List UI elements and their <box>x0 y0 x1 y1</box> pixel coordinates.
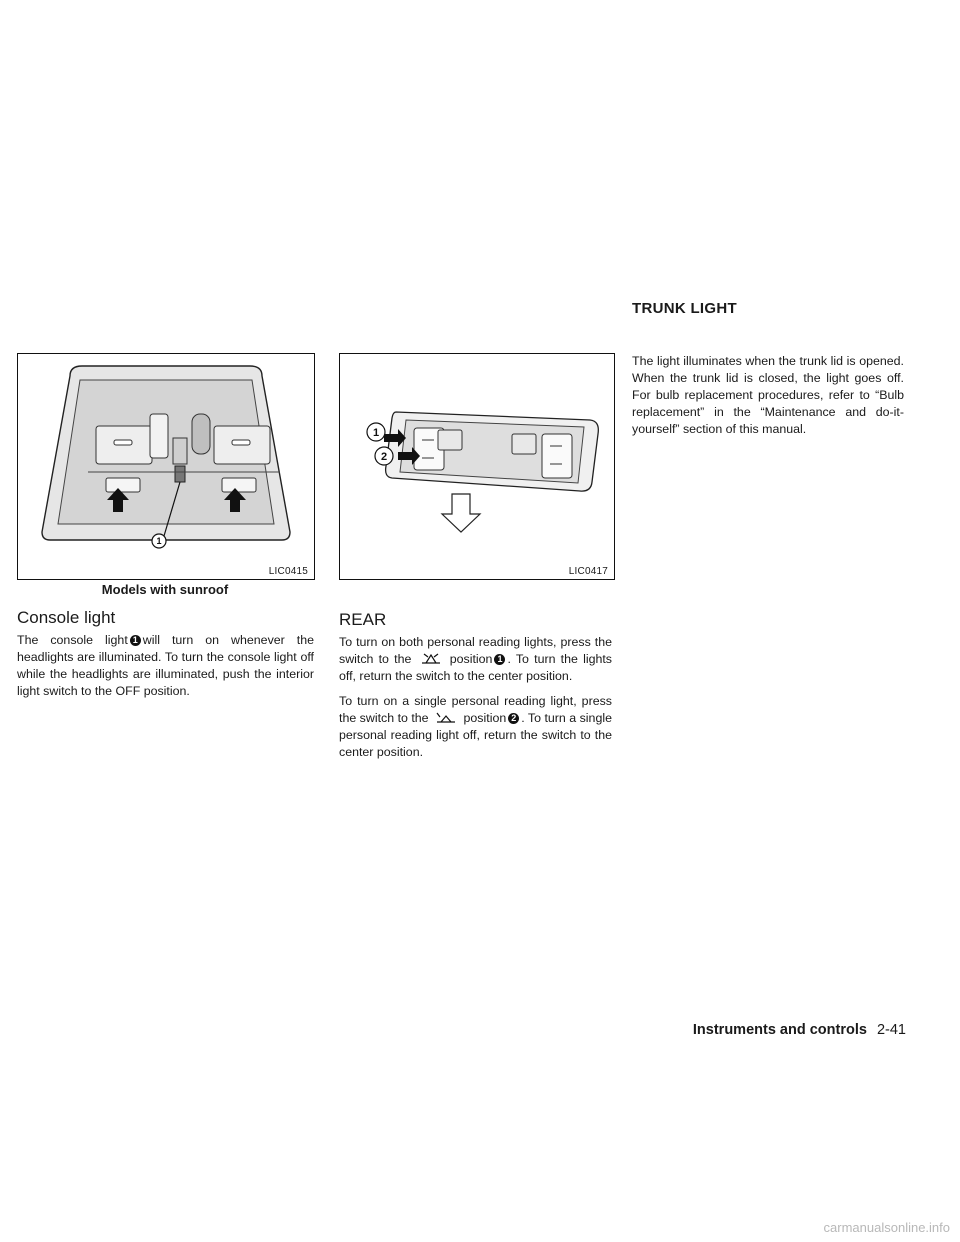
console-text <box>17 632 314 708</box>
callout-1-icon: 1 <box>130 635 141 646</box>
callout-2: 2 <box>380 451 388 463</box>
callout-1: 1 <box>372 427 380 439</box>
rear-heading: REAR <box>339 610 387 629</box>
callout-1-icon: 1 <box>494 654 505 665</box>
trunk-paragraph: The light illuminates when the trunk lid is opened. When the trunk lid is closed, the light goes off. For bulb replacement procedures, refer to “Bulb replacement” in the “Maintenance and do-it-yourself” section of this manual. <box>632 354 904 436</box>
svg-text:1: 1 <box>156 536 162 546</box>
rear-switch-illustration <box>340 354 614 579</box>
console-text-b: will turn on whenever the headlights are illuminated. To turn the console light off while the headlights are illuminated, push the interior light switch to the OFF position. <box>17 633 314 698</box>
footer-page-number: 2-41 <box>876 1022 906 1038</box>
figure-console-light <box>17 353 315 580</box>
console-heading: Console light <box>17 608 116 627</box>
rear-p2-b: position <box>463 711 507 725</box>
figure-caption: Models with sunroof <box>101 582 229 597</box>
footer-section: Instruments and controls <box>692 1022 867 1038</box>
trunk-text <box>632 353 904 446</box>
console-illustration <box>18 354 314 579</box>
figure-rear-lights <box>339 353 615 580</box>
trunk-heading: TRUNK LIGHT <box>632 300 737 317</box>
rear-p2-c: . To turn a single personal reading light off, return the switch to the center position. <box>339 711 612 759</box>
figure-code: LIC0417 <box>568 566 608 577</box>
rear-p1-a: To turn on both personal reading lights, press the switch to the <box>339 635 612 666</box>
console-text-a: The console light <box>17 633 128 647</box>
page-footer <box>693 1022 906 1038</box>
rear-text <box>339 634 612 769</box>
rear-p1-c: . To turn the lights off, return the switch to the center position. <box>339 652 612 683</box>
both-lights-icon <box>420 653 442 665</box>
single-light-icon <box>435 712 457 724</box>
figure-code: LIC0415 <box>268 566 308 577</box>
rear-p1-b: position <box>449 652 493 666</box>
callout-2-icon: 2 <box>508 713 519 724</box>
watermark: carmanualsonline.info <box>823 1220 950 1235</box>
rear-p2-a: To turn on a single personal reading light, press the switch to the <box>339 694 612 725</box>
